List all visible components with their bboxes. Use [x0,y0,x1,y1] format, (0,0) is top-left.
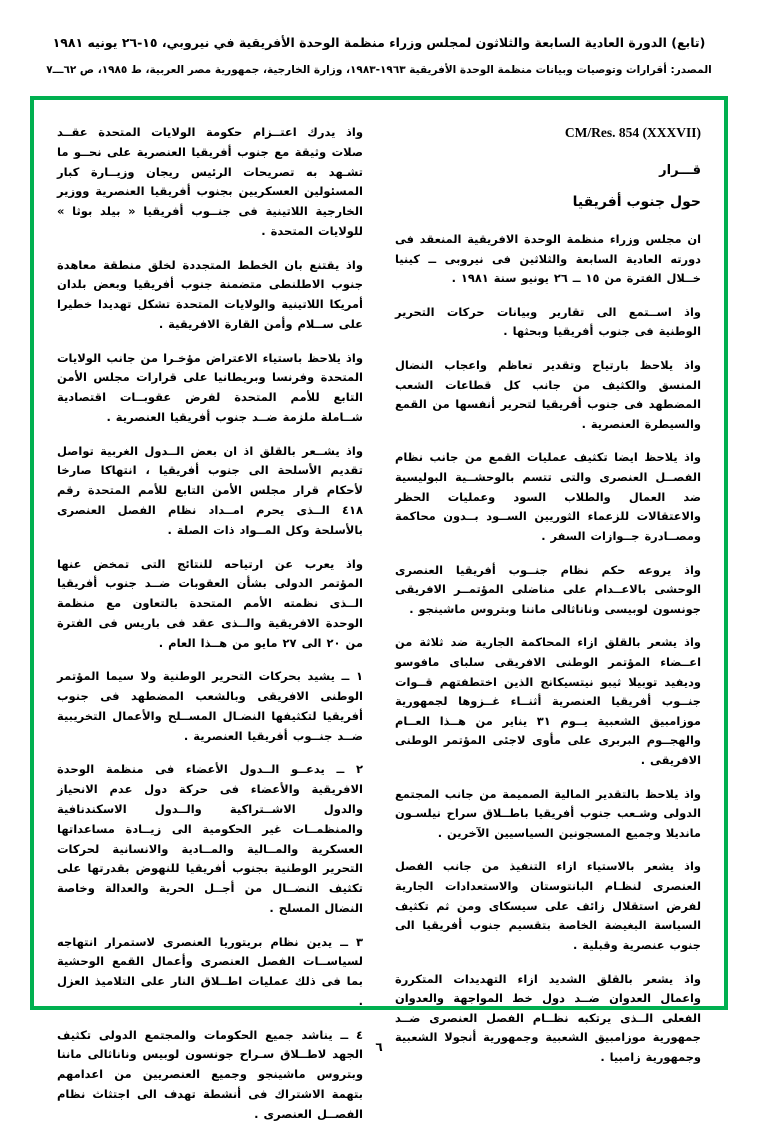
page-number: ٦ [375,1040,383,1054]
paragraph: واذ يلاحظ باستياء الاعتراض مؤخـرا من جانب الولايات المتحدة وفرنسا وبريطانيا على قرارات مجلس الأمن التابع للأمم المتحدة لفرض عقوبــات اقتصادية شــاملة ملزمة ضــد جنوب أفريقيا العنصرية . [57,350,363,424]
resolution-kind: قـــرار [659,163,701,178]
resolution-title: حول جنوب أفريقيا [572,194,701,210]
paragraph: واذ يشعر بالقلق ازاء المحاكمة الجارية ضد ثلاثة من اعــضاء المؤتمر الوطنى الافريقى سلباى مافوسو وديفيد توبيلا ثيبو نيتسيكانج الذين اختطفتهم قــوات جنــوب أفريقيا العنصرية أثنــاء غــزوها لجمهورية موزامبيق الشعبية يــوم ٣١ يناير من هــذا العــام والهجــوم البربرى على مأوى لاجئى المؤتمر الوطنى الافريقى . [395,635,701,768]
paragraph: واذ يلاحظ بارتياح وتقدير تعاظم واعجاب النضال المنسق والكثيف من جانب كل قطاعات الشعب المضطهد فى جنوب أفريقيا لتحرير أنفسها من القمع والسيطرة العنصرية . [395,358,701,431]
paragraph: واذ اســتمع الى تقارير وبيانات حركات التحرير الوطنية فى جنوب أفريقيا وبحثها . [395,304,701,339]
paragraph: ٢ ــ يدعــو الــدول الأعضاء فى منظمة الوحدة الافريقية والأعضاء فى حركة دول عدم الانحياز والدول الاشــتراكية والــدول الاسكندنافية والمنظمــات غير الحكومية الى زيــادة مساعداتها العسكرية والمــالية والمــادية والانسانية لحركات التحرير الوطنية بجنوب أفريقيا للنهوض بقدرتها على تكثيف النضــال من أجــل الحرية والعدالة وخاصة النضال المسلح . [57,762,363,915]
resolution-id: CM/Res. 854 (XXXVII) [564,125,701,140]
paragraph: واذ يعرب عن ارتياحه للنتائج التى تمخض عنها المؤتمر الدولى بشأن العقوبات ضــد جنوب أفريقيا الــذى نظمته الأمم المتحدة بالتعاون مع منظمة الوحدة الافريقية والــذى عقد فى باريس فى الفترة من ٢٠ الى ٢٧ مايو من هــذا العام . [57,556,363,650]
paragraph: ٣ ــ يدين نظام بريتوريا العنصرى لاستمرار انتهاجه لسياســات الفصل العنصرى وأعمال القمع الوحشية بما فى ذلك عمليات اطــلاق النار على التلاميذ العزل . [57,934,363,1008]
paragraph: واذ يدرك اعتــزام حكومة الولايات المتحدة عقــد صلات وثيقة مع جنوب أفريقيا العنصرية على نحــو ما تشـهد به تصريحات الرئيس ريجان وزيــارة كبار المسئولين العسكريين بجنوب أفريقيا العنصرية ووزير الخارجية اللاتينية فى جنــوب أفريقيا « بيلد بوثا » للولايات المتحدة . [57,125,363,238]
paragraph: واذ يشعر بالاستياء ازاء التنفيذ من جانب الفصل العنصرى لنظـام البانتوستان والاستعدادات الجارية لفرض استقلال زائف على سيسكاى ومن ثم تكثيف السياسة البغيضة الخاصة بتقسيم جنوب أفريقيا الى جنوب عنصرية وقبلية . [395,859,701,952]
column-left [41,107,379,1121]
paragraph: واذ يشــعر بالقلق اذ ان بعض الــدول الغربية تواصل تقديم الأسلحة الى جنوب أفريقيا ، انتهاكا صارخا لأحكام قرار مجلس الأمن التابع للأمم المتحدة رقم ٤١٨ الــذى يحرم امــداد نظام الفصل العنصرى بالأسلحة وكل المــواد ذات الصلة . [57,443,363,537]
paragraph: واذ يشعر بالقلق الشديد ازاء التهديدات المتكررة واعمال العدوان ضــد دول خط المواجهة والعدوان الفعلى الــذى يرتكبه نظــام الفصل العنصرى ضــد جمهورية موزامبيق الشعبية وجمهورية أنجولا الشعبية وجمهورية زامبيا . [395,971,701,1064]
column-right [379,107,717,1064]
header-title: (تابع) الدورة العادية السابعة والثلاثون لمجلس وزراء منظمة الوحدة الأفريقية في نيروبي، ١٥-٢٦ يونيه ١٩٨١ [52,35,706,50]
paragraph: واذ يلاحظ ايضا تكثيف عمليات القمع من جانب نظام الفصــل العنصرى والتى تتسم بالوحشــية البوليسية ضد العمال والطلاب السود وعمليات الحظر والاعتقالات للزعماء الثوريين الســود بــدون محاكمة ومصــادرة جــوازات السفر . [395,450,701,543]
content-frame [30,96,728,1121]
paragraph: ان مجلس وزراء منظمة الوحدة الافريقية المنعقد فى دورته العادية السابعة والثلاثين فى نيروبى ــ كينيا خــلال الفترة من ١٥ ــ ٢٦ يونيو سنة ١٩٨١ . [395,232,701,286]
paragraph: واذ يلاحظ بالتقدير المالية الصميمة من جانب المجتمع الدولى وشـعب جنوب أفريقيا باطــلاق سراح نيلسـون مانديلا وجميع المسجونين السياسيين الآخرين . [395,786,701,840]
header-source: المصدر: أقرارات وتوصيات وبيانات منظمة الوحدة الأفريقية ١٩٦٣-١٩٨٣، وزارة الخارجية، جمهورية مصر العربية، ط ١٩٨٥، ص ٦٢ـــ٧ [46,63,712,76]
content-columns [41,107,717,1121]
paragraph: ١ ــ يشيد بحركات التحرير الوطنية ولا سيما المؤتمر الوطنى الافريقى وبالشعب المضطهد فى جنوب أفريقيا لتكثيفها النضـال المســلح والأعمال التخريبية ضــد جنــوب أفريقيا العنصرية . [57,669,363,743]
paragraph: ٤ ــ يناشد جميع الحكومات والمجتمع الدولى تكثيف الجهد لاطــلاق سـراح جونسون لوبيس وناناثالى ماننا وبتروس ماشينجو وجميع العنصريين من اعدامهم بتهمة الاشتراك فى أنشطة تهدف الى اجتثاث نظام الفصــل العنصرى . [57,1027,363,1121]
paragraph: واذ يروعه حكم نظام جنــوب أفريقيا العنصرى الوحشى بالاعــدام على مناضلى المؤتمــر الافريقى جونسون لوبيسى وناناثالى ماننا وبتروس ماشينجو . [395,562,701,616]
page-header [0,0,758,79]
paragraph: واذ يقتنع بان الخطط المتجددة لخلق منطقة معاهدة جنوب الاطلنطى متضمنة جنوب أفريقيا وبعض بلدان أمريكا اللاتينية والولايات المتحدة تشكل تهديدا خطيرا على ســلام وأمن القارة الافريقية . [57,257,363,331]
